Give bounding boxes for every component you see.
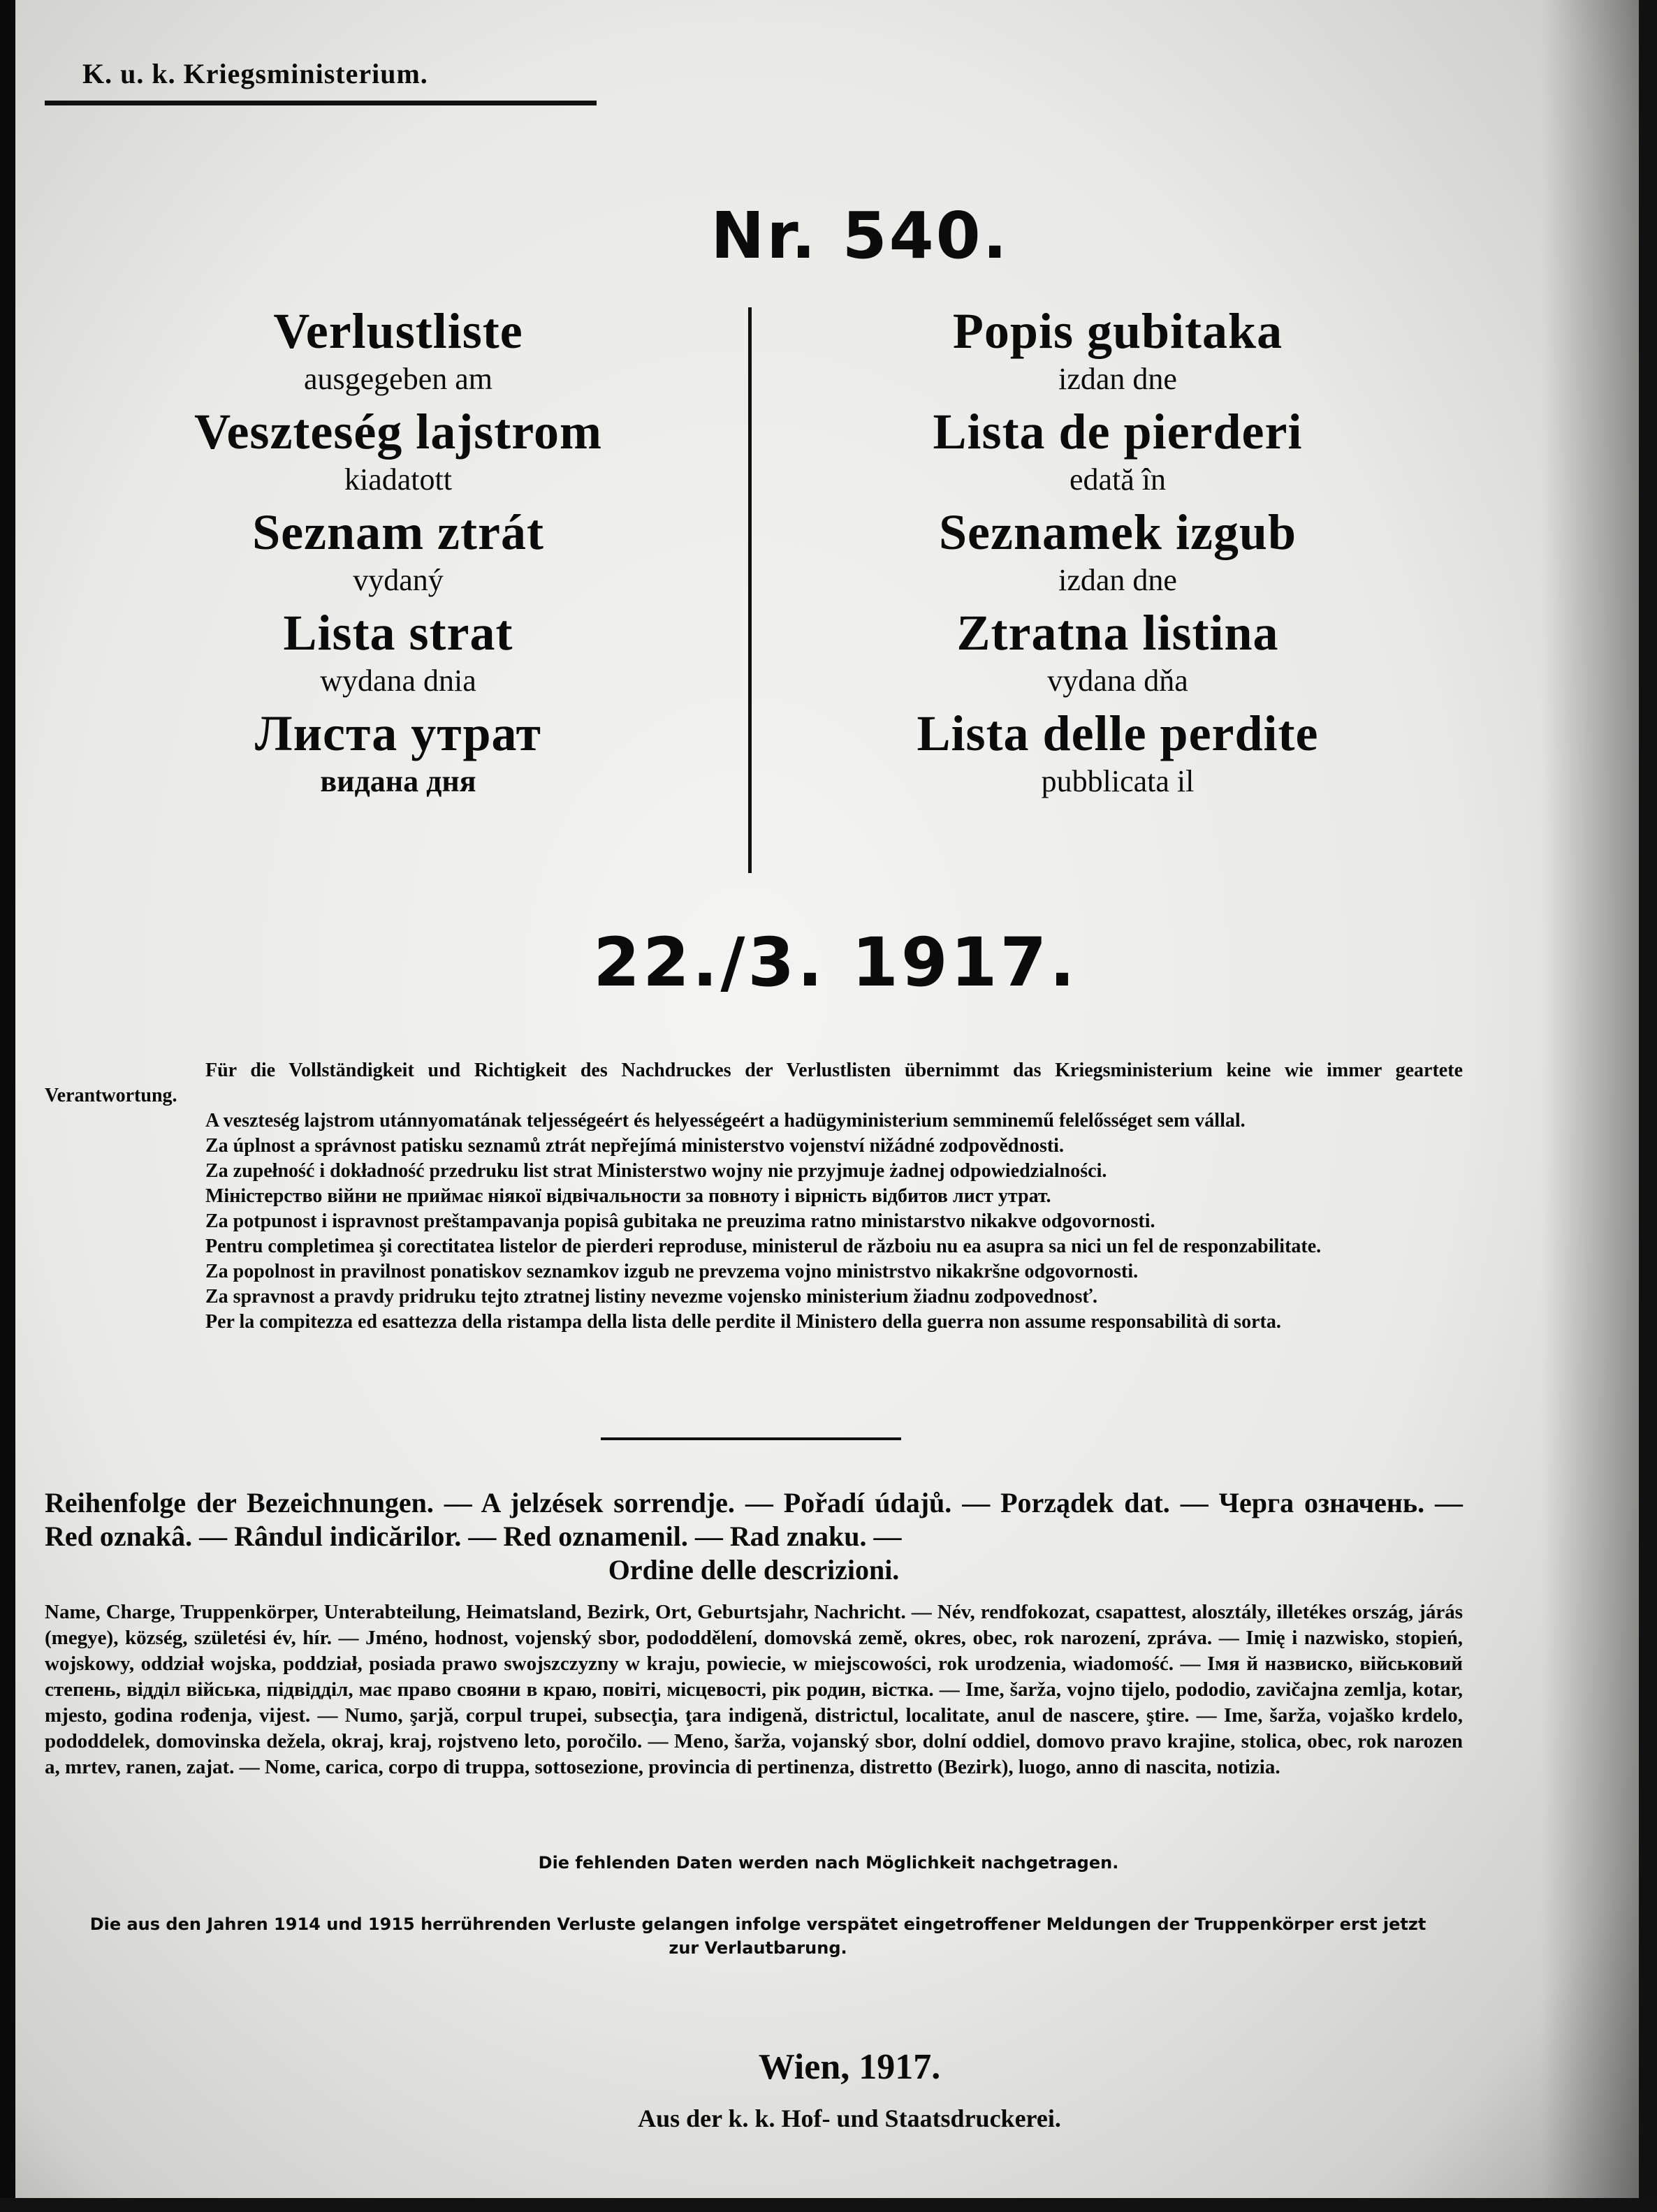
issue-number: Nr. 540. (710, 198, 1009, 273)
titles-left-column (105, 300, 692, 803)
missing-data-note: Die fehlenden Daten werden nach Möglichkeit nachgetragen. (538, 1853, 1119, 1873)
subtitle-croatian: izdan dne (1058, 362, 1177, 396)
subtitle-ukrainian: видана дня (320, 764, 476, 798)
title-czech: Seznam ztrát (252, 504, 544, 560)
order-heading-last: Ordine delle descrizioni. (608, 1554, 900, 1585)
header-rule (45, 101, 597, 105)
disclaimer-czech: Za úplnost a správnost patisku seznamů ztrát nepřejímá ministerstvo vojenství nižádné zodpovědnosti. (205, 1135, 1064, 1157)
subtitle-czech: vydaný (353, 563, 444, 597)
place-year: Wien, 1917. (758, 2047, 941, 2087)
scan-edge-right (1639, 0, 1657, 2212)
title-german: Verlustliste (273, 303, 523, 359)
titles-right-column (796, 300, 1439, 803)
disclaimer-italian: Per la compitezza ed esattezza della ristampa della lista delle perdite il Ministero della guerra non assume responsabilità di sorta. (205, 1311, 1281, 1333)
issue-date: 22./3. 1917. (593, 923, 1078, 1002)
scan-edge-bottom (0, 2198, 1657, 2212)
disclaimer-slovak: Za spravnost a pravdy pridruku tejto ztratnej listiny nevezme vojensko ministerium žiadnu zodpovednosť. (205, 1286, 1097, 1308)
subtitle-slovak: vydana dňa (1047, 664, 1188, 698)
disclaimer-ukrainian: Міністерство війни не приймає ніякої відвічальности за повноту і вірність відбитов лист утрат. (205, 1185, 1051, 1207)
title-ukrainian: Листа утрат (254, 705, 542, 761)
title-croatian: Popis gubitaka (952, 303, 1283, 359)
disclaimer-croatian: Za potpunost i ispravnost preštampavanja popisâ gubitaka ne preuzima ratno ministarstvo nikakve odgovornosti. (205, 1210, 1155, 1232)
subtitle-german: ausgegeben am (304, 362, 492, 396)
title-slovak: Ztratna listina (956, 605, 1279, 661)
section-rule (601, 1437, 901, 1440)
disclaimer-polish: Za zupełność i dokładność przedruku list strat Ministerstwo wojny nie przyjmuje żadnej odpowiedzialności. (205, 1160, 1107, 1182)
subtitle-romanian: edată în (1069, 462, 1167, 497)
disclaimer-hungarian: A veszteség lajstrom utánnyomatának teljességeért és helyességeért a hadügyministerium semminemű felelősséget sem vállal. (205, 1110, 1246, 1131)
ministry-header: K. u. k. Kriegsministerium. (82, 58, 428, 89)
disclaimer-block (45, 1058, 1463, 1335)
subtitle-slovene: izdan dne (1058, 563, 1177, 597)
title-hungarian: Veszteség lajstrom (194, 404, 602, 460)
order-heading-line: Reihenfolge der Bezeichnungen. — A jelzések sorrendje. — Pořadí údajů. — Porządek dat. — Черга означень. — Red oznakâ. — Rândul indicărilor. — Red oznamenil. — Rad znaku. — (45, 1487, 1463, 1552)
late-losses-note: Die aus den Jahren 1914 und 1915 herrührenden Verluste gelangen infolge verspätet eingetroffener Meldungen der Truppenkörper erst jetzt zur Verlautbarung. (89, 1914, 1426, 1958)
disclaimer-romanian: Pentru completimea şi corectitatea listelor de pierderi reproduse, ministerul de războiu nu ea asupra sa nici un fel de responzabilitate. (205, 1236, 1322, 1257)
column-divider (748, 307, 752, 873)
title-slovene: Seznamek izgub (938, 504, 1297, 560)
scan-edge-left (0, 0, 15, 2212)
printer-imprint: Aus der k. k. Hof- und Staatsdruckerei. (638, 2104, 1061, 2132)
field-legend: Name, Charge, Truppenkörper, Unterabteilung, Heimatsland, Bezirk, Ort, Geburtsjahr, Nachricht. — Név, rendfokozat, csapattest, alosztály, illetékes ország, járás (megye), község, születési év, hír. — Jméno, hodnost, vojenský sbor, pododdělení, domovská země, okres, obec, rok narození, zpráva. — Imię i nazwisko, stopień, wojskowy, oddział wojska, poddział, posiada prawo swojszczyzny w kraju, powiecie, w miejscowości, rok urodzenia, wiadomość. — Імя й назвиско, військовий степень, відділ війська, підвідділ, має право свояни в краю, повіті, місцевості, рік родин, вістка. — Ime, šarža, vojno tijelo, pododio, zavičajna zemlja, kotar, mjesto, godina rođenja, vijest. — Numo, şarjă, corpul trupei, subsecţia, ţara indigenă, districtul, localitate, anul de nascere, ştire. — Ime, šarža, vojaško krdelo, pododdelek, domovinska dežela, okraj, kraj, rojstveno leto, poročilo. — Meno, šarža, vojanský sbor, dolní oddiel, domovo pravo krajine, stolica, obec, rok narozen a, mrtev, ranen, zajat. — Nome, carica, corpo di truppa, sottosezione, provincia di pertinenza, distretto (Bezirk), luogo, anno di nascita, notizia. (45, 1601, 1463, 1778)
title-polish: Lista strat (283, 605, 513, 661)
scan-shadow (1541, 0, 1639, 2212)
subtitle-hungarian: kiadatott (344, 462, 452, 497)
disclaimer-slovene: Za popolnost in pravilnost ponatiskov seznamkov izgub ne prevzema vojno ministrstvo nikakršne odgovornosti. (205, 1261, 1139, 1282)
title-italian: Lista delle perdite (917, 705, 1319, 761)
subtitle-polish: wydana dnia (320, 664, 476, 698)
title-romanian: Lista de pierderi (933, 404, 1303, 460)
order-heading (45, 1486, 1463, 1587)
subtitle-italian: pubblicata il (1041, 764, 1195, 798)
disclaimer-german: Für die Vollständigkeit und Richtigkeit des Nachdruckes der Verlustlisten übernimmt das Kriegsministerium keine wie immer geartete Verantwortung. (45, 1060, 1463, 1106)
